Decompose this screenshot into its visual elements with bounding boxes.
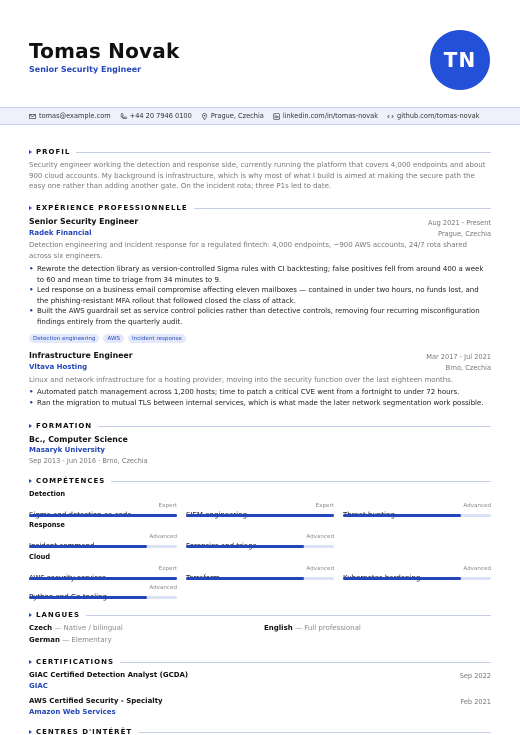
section-marker-icon <box>29 660 32 664</box>
section-marker-icon <box>29 613 32 617</box>
section-marker-icon <box>29 730 32 734</box>
section-divider <box>86 615 491 616</box>
skill-level: Advanced <box>463 503 491 509</box>
education-school: Masaryk University <box>29 446 105 454</box>
experience-heading: EXPÉRIENCE PROFESSIONNELLE <box>36 204 188 212</box>
job-location: Prague, Czechia <box>437 230 491 238</box>
contact-email-text: tomas@example.com <box>39 112 111 120</box>
job-bullets <box>29 387 491 408</box>
candidate-name: Tomas Novak <box>29 39 180 63</box>
cert-date: Feb 2021 <box>460 698 491 706</box>
profile-section-header <box>29 148 491 156</box>
language-level: — Elementary <box>62 636 112 644</box>
linkedin-icon <box>273 113 280 120</box>
github-icon <box>387 113 394 120</box>
mail-icon <box>29 113 36 120</box>
section-divider <box>111 481 491 482</box>
job-tags <box>29 334 190 343</box>
cert-name: AWS Certified Security - Specialty <box>29 697 163 705</box>
job-title: Senior Security Engineer <box>29 217 139 226</box>
job-title: Infrastructure Engineer <box>29 351 133 360</box>
skill-meter-fill <box>343 577 461 580</box>
skills-heading: COMPÉTENCES <box>36 477 106 485</box>
cert-issuer: Amazon Web Services <box>29 708 116 716</box>
resume-header <box>0 0 520 108</box>
location-icon <box>201 113 208 120</box>
job-location: Brno, Czechia <box>445 364 491 372</box>
skill-item <box>29 565 177 584</box>
profile-heading: PROFIL <box>36 148 71 156</box>
skill-item <box>29 584 177 603</box>
section-marker-icon <box>29 206 32 210</box>
skill-meter-fill <box>186 514 334 517</box>
skill-meter <box>186 577 334 580</box>
section-divider <box>138 732 491 733</box>
skill-group-label: Response <box>29 521 65 529</box>
skill-item <box>186 533 334 552</box>
skill-meter-fill <box>343 514 461 517</box>
contact-location <box>201 112 264 120</box>
skill-meter <box>186 545 334 548</box>
job-bullet: • Rewrote the detection library as version-controlled Sigma rules with CI backtesting; false positives fell from around 400 a week to 60 and mean time to triage from 34 minutes to 9. <box>29 264 491 285</box>
job-dates: Aug 2021 - Present <box>427 219 491 227</box>
skill-meter <box>29 545 177 548</box>
skill-tag: Incident response <box>128 334 186 343</box>
skill-meter-fill <box>29 545 147 548</box>
contact-linkedin-text: linkedin.com/in/tomas-novak <box>282 112 379 120</box>
language-item <box>29 624 123 632</box>
skill-meter-fill <box>186 577 304 580</box>
section-divider <box>98 426 491 427</box>
job-company: Vltava Hosting <box>29 363 88 371</box>
job-bullet: • Automated patch management across 1,200 hosts; time to patch a critical CVE went from a fortnight to under 72 hours. <box>29 387 491 398</box>
section-divider <box>76 152 491 153</box>
contact-location-text: Prague, Czechia <box>210 112 264 120</box>
language-name: English <box>264 624 293 632</box>
skill-meter <box>29 514 177 517</box>
section-divider <box>120 662 491 663</box>
contact-email[interactable] <box>29 112 111 120</box>
languages-section-header <box>29 611 491 619</box>
section-marker-icon <box>29 424 32 428</box>
profile-text: Security engineer working the detection and response side, currently running the platform that covers 4,000 endpoints and about 900 cloud accounts. My background is infrastructure, which is why most of what I build is aimed at making the secure path the easy one rather than adding another gate. On the incident rota; three P1s led to date. <box>29 161 486 191</box>
skill-meter-fill <box>29 596 147 599</box>
language-item <box>29 636 112 644</box>
interests-section-header <box>29 728 491 735</box>
contact-github-text: github.com/tomas-novak <box>397 112 480 120</box>
section-divider <box>194 208 491 209</box>
language-level: — Native / bilingual <box>54 624 123 632</box>
skill-meter <box>186 514 334 517</box>
certifications-heading: CERTIFICATIONS <box>36 658 115 666</box>
skill-level: Advanced <box>149 534 177 540</box>
section-marker-icon <box>29 479 32 483</box>
skill-item <box>29 502 177 521</box>
certifications-section-header <box>29 658 491 666</box>
skill-level: Advanced <box>463 566 491 572</box>
skill-group-label: Cloud <box>29 553 51 561</box>
language-item <box>264 624 361 632</box>
skill-meter <box>29 577 177 580</box>
languages-heading: LANGUES <box>36 611 80 619</box>
candidate-title: Senior Security Engineer <box>29 65 142 74</box>
skill-level: Advanced <box>149 585 177 591</box>
avatar: TN <box>430 30 490 90</box>
phone-icon <box>120 113 127 120</box>
skill-meter <box>29 596 177 599</box>
skill-item <box>29 533 177 552</box>
education-meta: Sep 2013 - Jun 2016 · Brno, Czechia <box>29 457 148 465</box>
job-company: Radek Financial <box>29 229 92 237</box>
language-name: Czech <box>29 624 53 632</box>
contact-phone[interactable] <box>120 112 192 120</box>
job-bullet: • Ran the migration to mutual TLS between internal services, which is what made the later network segmentation work possible. <box>29 398 491 409</box>
cert-issuer: GIAC <box>29 682 48 690</box>
skill-meter <box>343 577 491 580</box>
job-bullet: • Built the AWS guardrail set as service control policies rather than detective controls, removing four recurring misconfiguration findings entirely from the quarterly audit. <box>29 306 491 327</box>
job-bullets <box>29 264 491 328</box>
education-heading: FORMATION <box>36 422 93 430</box>
skill-meter <box>343 514 491 517</box>
skill-level: Advanced <box>306 566 334 572</box>
skill-meter-fill <box>186 545 304 548</box>
job-dates: Mar 2017 - Jul 2021 <box>426 353 491 361</box>
skill-item <box>186 502 334 521</box>
education-degree: Bc., Computer Science <box>29 435 128 444</box>
skill-level: Expert <box>158 503 177 509</box>
cert-date: Sep 2022 <box>459 672 491 680</box>
contact-bar <box>0 107 520 125</box>
job-summary: Detection engineering and incident response for a regulated fintech: 4,000 endpoints, ~900 AWS accounts, 24/7 rota shared across six engineers. <box>29 241 467 260</box>
skill-meter-fill <box>29 514 177 517</box>
language-name: German <box>29 636 60 644</box>
job-bullet: • Led response on a business email compromise affecting eleven mailboxes — contained in under two hours, no funds lost, and the phishing-resistant MFA rollout that followed closed the class of attack. <box>29 285 491 306</box>
section-marker-icon <box>29 150 32 154</box>
experience-section-header <box>29 204 491 212</box>
contact-github[interactable] <box>387 112 479 120</box>
skill-group-label: Detection <box>29 490 66 498</box>
skill-tag: AWS <box>103 334 124 343</box>
cert-name: GIAC Certified Detection Analyst (GCDA) <box>29 671 189 679</box>
skill-item <box>343 565 491 584</box>
skill-meter-fill <box>29 577 177 580</box>
job-summary: Linux and network infrastructure for a hosting provider, moving into the security function over the last eighteen months. <box>29 376 454 384</box>
interests-heading: CENTRES D'INTÉRÊT <box>36 728 133 735</box>
contact-phone-text: +44 20 7946 0100 <box>129 112 192 120</box>
skills-section-header <box>29 477 491 485</box>
language-level: — Full professional <box>294 624 361 632</box>
skill-level: Expert <box>158 566 177 572</box>
education-section-header <box>29 422 491 430</box>
skill-level: Expert <box>315 503 334 509</box>
skill-item <box>186 565 334 584</box>
contact-linkedin[interactable] <box>273 112 378 120</box>
skill-item <box>343 502 491 521</box>
skill-tag: Detection engineering <box>29 334 99 343</box>
skill-level: Advanced <box>306 534 334 540</box>
